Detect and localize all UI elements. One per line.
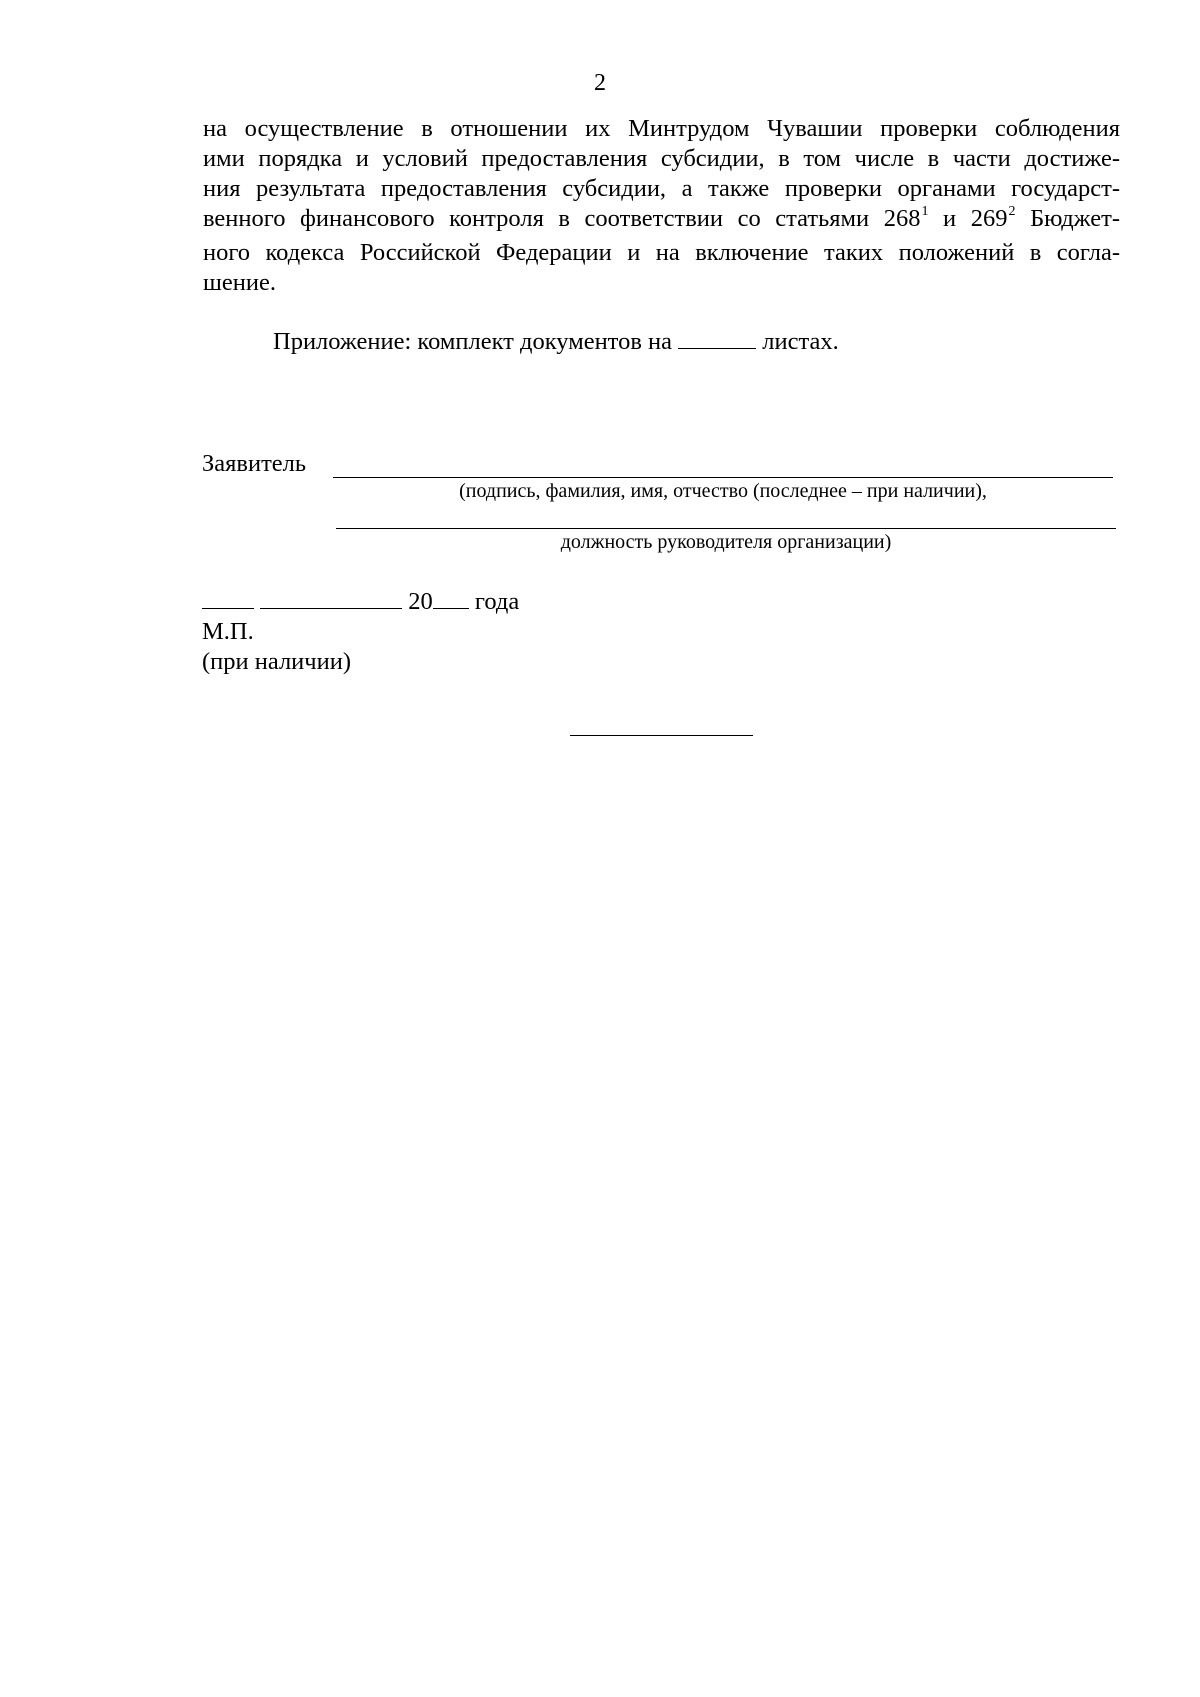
- signature-caption: (подпись, фамилия, имя, отчество (последнее – при наличии),: [459, 480, 987, 502]
- applicant-label: Заявитель: [202, 450, 307, 477]
- day-blank: [202, 588, 254, 609]
- end-divider: [570, 735, 753, 736]
- paragraph-line-2: ими порядка и условий предоставления субсидии, в том числе в части достиже-: [203, 145, 1120, 172]
- paragraph-line-6: шение.: [203, 269, 276, 296]
- line4-text-c: Бюджет-: [1015, 205, 1121, 232]
- date-line: [202, 588, 519, 616]
- signature-line: [333, 477, 1113, 478]
- position-caption: должность руководителя организации): [560, 531, 892, 553]
- month-blank: [260, 588, 402, 609]
- page-number: 2: [594, 70, 606, 96]
- date-century: 20: [408, 588, 433, 615]
- paragraph-line-4: [203, 204, 1120, 238]
- sheets-count-blank: [678, 328, 756, 349]
- superscript-2: 2: [1008, 204, 1016, 219]
- superscript-1: 1: [921, 204, 929, 219]
- appendix-prefix: Приложение: комплект документов на: [273, 328, 679, 355]
- stamp-note: (при наличии): [202, 648, 351, 675]
- paragraph-line-1: на осуществление в отношении их Минтрудом Чувашии проверки соблюдения: [203, 115, 1120, 142]
- paragraph-line-3: ния результата предоставления субсидии, а также проверки органами государст-: [203, 175, 1120, 202]
- position-line: [336, 528, 1116, 529]
- appendix-line: [273, 328, 839, 356]
- body-paragraph: [203, 114, 1120, 298]
- appendix-suffix: листах.: [756, 328, 839, 355]
- date-year-word: года: [468, 588, 520, 615]
- line4-text-b: и 269: [928, 205, 1008, 232]
- paragraph-line-5: ного кодекса Российской Федерации и на включение таких положений в согла-: [203, 239, 1120, 266]
- line4-text-a: венного финансового контроля в соответствии со статьями 268: [203, 205, 921, 232]
- year-blank: [433, 588, 469, 609]
- stamp-label: М.П.: [202, 618, 254, 645]
